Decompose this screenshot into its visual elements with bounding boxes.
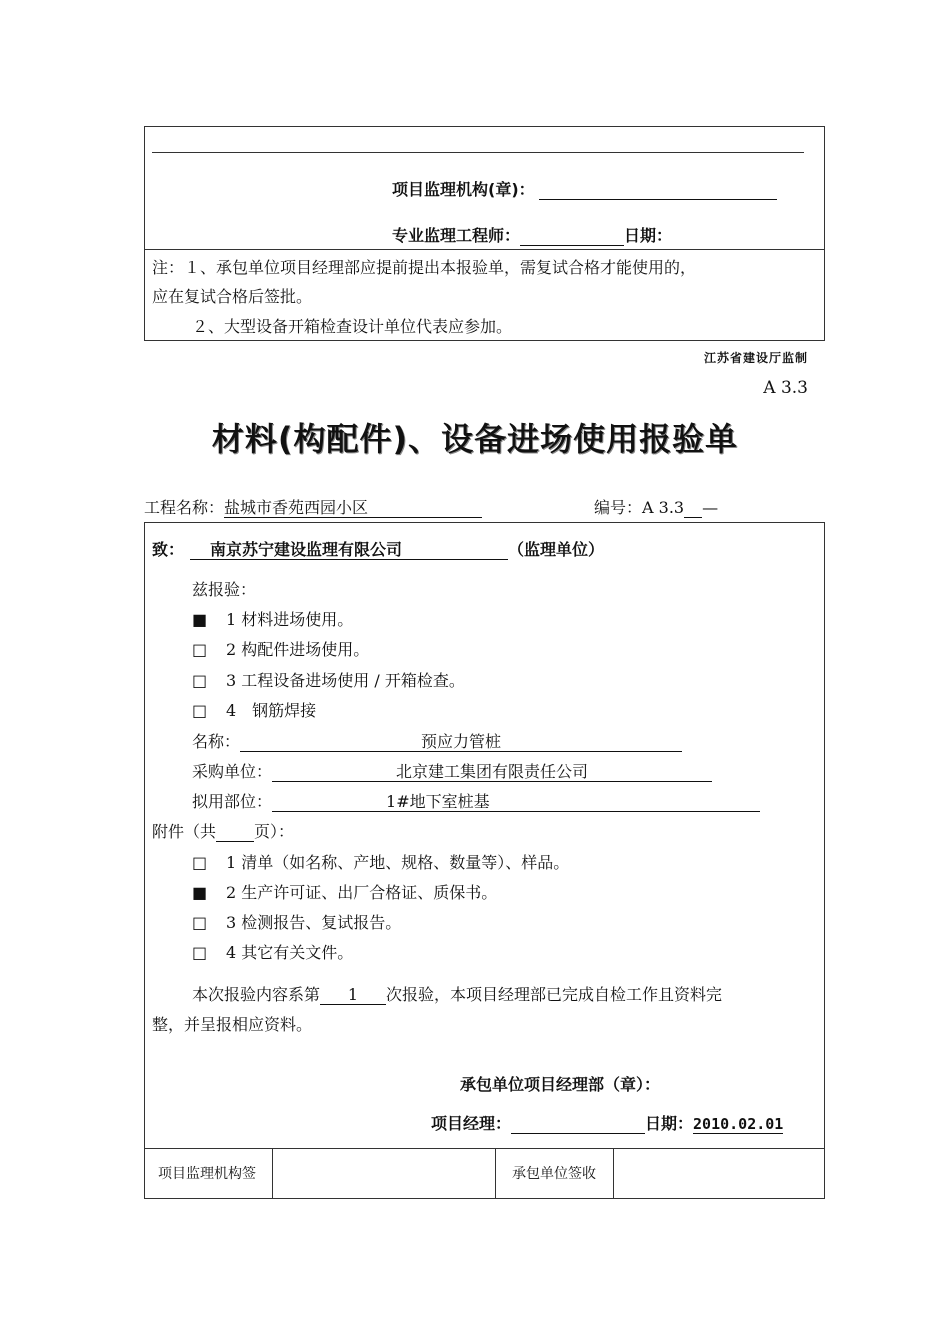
attachment-item — [192, 883, 497, 903]
top-engineer-blank — [520, 227, 624, 246]
project-name-row — [144, 498, 482, 518]
top-note-line1: 注：１、承包单位项目经理部应提前提出本报验单，需复试合格才能使用的， — [152, 258, 697, 277]
attachment-item-text: 1 清单（如名称、产地、规格、数量等）、样品。 — [226, 853, 570, 872]
supervisor-company-value: 南京苏宁建设监理有限公司 — [210, 540, 403, 559]
top-note-divider — [144, 249, 825, 250]
contractor-sign-label: 承包单位签收 — [512, 1166, 596, 1182]
attachment-count-row — [152, 822, 294, 842]
statement-count-field — [320, 986, 386, 1005]
purchaser-label: 采购单位： — [192, 762, 273, 781]
attachment-item-text: 2 生产许可证、出厂合格证、质保书。 — [226, 883, 498, 902]
report-checkbox-4[interactable]: □ — [192, 701, 208, 720]
project-name — [224, 499, 482, 518]
top-engineer-row — [392, 226, 672, 246]
purchaser-field — [272, 763, 712, 782]
supervisor-sign-label: 项目监理机构签 — [158, 1166, 256, 1182]
material-name-label: 名称： — [192, 732, 241, 751]
signature-divider — [144, 1148, 825, 1149]
attachment-item-text: 4 其它有关文件。 — [226, 943, 354, 962]
report-checkbox-3[interactable]: □ — [192, 671, 208, 690]
report-checkbox-2[interactable]: □ — [192, 640, 208, 659]
report-intro: 兹报验： — [192, 580, 257, 599]
location-field — [272, 793, 760, 812]
attachment-suffix: 页）： — [254, 822, 295, 841]
material-name-row — [192, 732, 682, 752]
project-name-value: 盐城市香苑西园小区 — [224, 498, 369, 517]
manager-blank — [511, 1115, 645, 1134]
attachment-item — [192, 853, 569, 873]
signature-col-1 — [272, 1148, 273, 1199]
material-name-field — [240, 733, 682, 752]
top-engineer-label: 专业监理工程师： — [392, 226, 521, 245]
attachment-item — [192, 913, 401, 933]
number-blank — [684, 499, 702, 518]
top-org-label: 项目监理机构(章)： — [392, 180, 535, 199]
report-item-text: 4 钢筋焊接 — [226, 701, 317, 720]
report-item — [192, 701, 316, 721]
top-date-label: 日期： — [624, 226, 673, 245]
top-note-line3: ２、大型设备开箱检查设计单位代表应参加。 — [192, 317, 513, 336]
number-prefix: A 3.3 — [642, 498, 685, 517]
location-row — [192, 792, 760, 812]
project-label: 工程名称： — [144, 498, 225, 517]
supervisor-suffix: （监理单位） — [508, 540, 605, 559]
top-org-row — [392, 180, 777, 200]
number-suffix: — — [702, 498, 719, 517]
purchaser-value: 北京建工集团有限责任公司 — [396, 762, 589, 781]
signature-col-3 — [613, 1148, 614, 1199]
report-item-text: 3 工程设备进场使用 / 开箱检查。 — [226, 671, 465, 690]
manager-label: 项目经理： — [431, 1114, 512, 1133]
top-blank-line — [152, 152, 804, 153]
material-name-value: 预应力管桩 — [421, 732, 502, 751]
purchaser-row — [192, 762, 712, 782]
location-value: 1#地下室桩基 — [386, 792, 490, 811]
statement-line2: 整，并呈报相应资料。 — [152, 1015, 313, 1034]
to-label: 致： — [152, 540, 185, 559]
manager-row — [431, 1114, 783, 1134]
attachment-checkbox-1[interactable]: □ — [192, 853, 208, 872]
attachment-count-blank — [216, 823, 254, 842]
report-item-text: 2 构配件进场使用。 — [226, 640, 370, 659]
signature-col-2 — [495, 1148, 496, 1199]
report-item — [192, 610, 353, 630]
attachment-item — [192, 943, 353, 963]
report-checkbox-1[interactable]: ■ — [192, 610, 208, 629]
top-org-blank — [539, 181, 777, 200]
supervisor-company — [190, 541, 508, 560]
issuer-label: 江苏省建设厅监制 — [703, 351, 808, 365]
manager-date-label: 日期： — [645, 1114, 694, 1133]
attachment-prefix: 附件（共 — [152, 822, 217, 841]
manager-date-field — [693, 1115, 783, 1134]
statement-count: 1 — [347, 985, 359, 1004]
to-row — [152, 540, 604, 560]
contractor-label: 承包单位项目经理部（章）： — [460, 1075, 661, 1094]
report-item — [192, 671, 465, 691]
page-title: 材料(构配件)、设备进场使用报验单 — [211, 420, 739, 458]
attachment-checkbox-4[interactable]: □ — [192, 943, 208, 962]
supervisor-sign-cell[interactable] — [274, 1150, 494, 1198]
attachment-checkbox-2[interactable]: ■ — [192, 883, 208, 902]
statement-prefix: 本次报验内容系第 — [192, 985, 321, 1004]
contractor-sign-cell[interactable] — [615, 1150, 823, 1198]
top-note-line2: 应在复试合格后签批。 — [152, 287, 313, 306]
attachment-item-text: 3 检测报告、复试报告。 — [226, 913, 402, 932]
number-row — [594, 498, 718, 518]
form-code: A 3.3 — [763, 378, 808, 398]
statement-suffix: 次报验，本项目经理部已完成自检工作且资料完 — [386, 985, 723, 1004]
attachment-checkbox-3[interactable]: □ — [192, 913, 208, 932]
manager-date-value: 2010.02.01 — [693, 1115, 784, 1133]
location-label: 拟用部位： — [192, 792, 273, 811]
report-item — [192, 640, 369, 660]
report-item-text: 1 材料进场使用。 — [226, 610, 354, 629]
statement-line1 — [192, 985, 722, 1005]
number-label: 编号： — [594, 498, 643, 517]
